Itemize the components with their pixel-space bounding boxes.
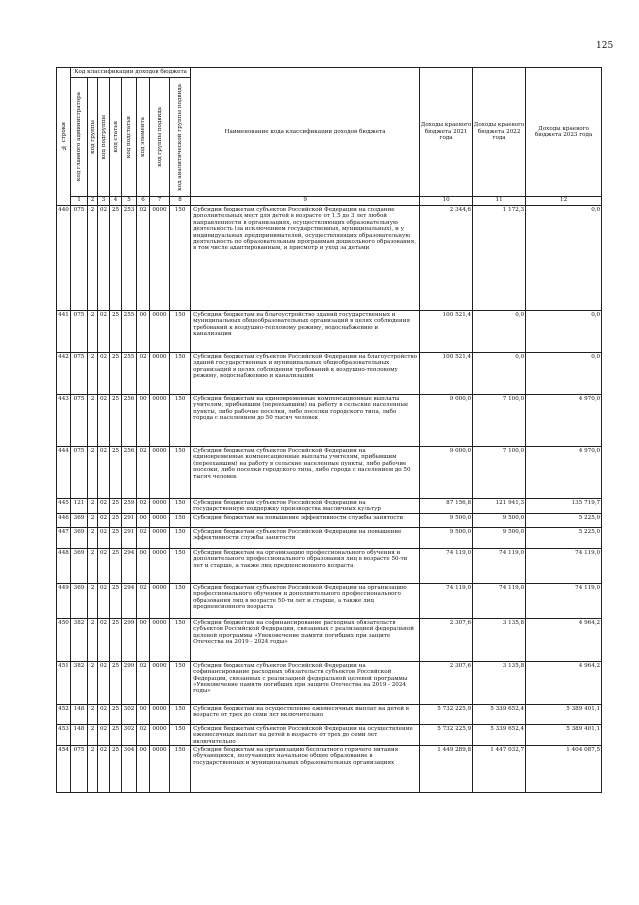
header-code-7: код группы подвида bbox=[150, 78, 170, 197]
subarticle-code: 304 bbox=[122, 746, 137, 793]
table-row bbox=[57, 746, 602, 793]
subgroup-code: 02 bbox=[98, 724, 110, 745]
income-2023: 5 225,0 bbox=[526, 527, 602, 548]
article-code: 25 bbox=[110, 206, 122, 311]
table-row bbox=[57, 618, 602, 661]
admin-code: 369 bbox=[71, 527, 88, 548]
income-2021: 1 449 289,8 bbox=[420, 746, 473, 793]
income-2021: 9 000,0 bbox=[420, 447, 473, 499]
subtype-group-code: 0000 bbox=[150, 353, 170, 395]
income-2021: 9 500,0 bbox=[420, 527, 473, 548]
column-number: 2 bbox=[88, 197, 98, 206]
table-row bbox=[57, 499, 602, 514]
table-row bbox=[57, 724, 602, 745]
group-code: 2 bbox=[88, 311, 98, 353]
header-code-8: код аналитической группы подвида bbox=[170, 78, 191, 197]
subgroup-code: 02 bbox=[98, 583, 110, 618]
element-code: 00 bbox=[137, 746, 150, 793]
article-code: 25 bbox=[110, 704, 122, 724]
income-2023: 74 119,0 bbox=[526, 548, 602, 583]
group-code: 2 bbox=[88, 353, 98, 395]
header-income-2022: Доходы краевого бюджета 2022 года bbox=[473, 68, 526, 197]
article-code: 25 bbox=[110, 746, 122, 793]
group-code: 2 bbox=[88, 513, 98, 527]
income-name: Субсидии бюджетам на организацию бесплатного горячего питания обучающихся, получающих начальное общее образование в государственных и муниципальных образовательных организациях bbox=[191, 746, 420, 793]
income-2023: 4 964,2 bbox=[526, 661, 602, 704]
article-code: 25 bbox=[110, 618, 122, 661]
group-code: 2 bbox=[88, 206, 98, 311]
group-code: 2 bbox=[88, 618, 98, 661]
admin-code: 382 bbox=[71, 618, 88, 661]
subtype-group-code: 0000 bbox=[150, 724, 170, 745]
article-code: 25 bbox=[110, 499, 122, 514]
income-name: Субсидии бюджетам на благоустройство зданий государственных и муниципальных общеобразовательных организаций в целях соблюдения требований к воздушно-тепловому режиму, водоснабжению и канализации bbox=[191, 311, 420, 353]
row-number: 440 bbox=[57, 206, 71, 311]
analytic-group-code: 150 bbox=[170, 746, 191, 793]
analytic-group-code: 150 bbox=[170, 499, 191, 514]
row-number: 446 bbox=[57, 513, 71, 527]
income-2023: 1 404 087,5 bbox=[526, 746, 602, 793]
subtype-group-code: 0000 bbox=[150, 548, 170, 583]
element-code: 02 bbox=[137, 527, 150, 548]
income-2022: 5 339 652,4 bbox=[473, 704, 526, 724]
subgroup-code: 02 bbox=[98, 661, 110, 704]
element-code: 02 bbox=[137, 499, 150, 514]
income-2021: 5 732 225,9 bbox=[420, 704, 473, 724]
income-2021: 9 500,0 bbox=[420, 513, 473, 527]
element-code: 00 bbox=[137, 395, 150, 447]
row-number: 442 bbox=[57, 353, 71, 395]
group-code: 2 bbox=[88, 724, 98, 745]
income-name: Субсидии бюджетам субъектов Российской Федерации на создание дополнительных мест для детей в возрасте от 1,5 до 3 лет любой направленности в организациях, осуществляющих образовательную деятельность (за исключением государственных, муниципальных), и у индивидуальных предпринимателей, осуществляющих образовательную деятельность по образовательным программам дошкольного образования, в том числе адаптированным, и присмотр и уход за детьми bbox=[191, 206, 420, 311]
income-name: Субсидии бюджетам субъектов Российской Федерации на софинансирование расходных обязательств субъектов Российской Федерации, связанных с реализацией федеральной целевой программы «Увековечение памяти погибших при защите Отечества на 2019 - 2024 годы» bbox=[191, 661, 420, 704]
subtype-group-code: 0000 bbox=[150, 499, 170, 514]
admin-code: 075 bbox=[71, 206, 88, 311]
table-row bbox=[57, 513, 602, 527]
header-code-2: код группы bbox=[88, 78, 98, 197]
table-row bbox=[57, 311, 602, 353]
analytic-group-code: 150 bbox=[170, 618, 191, 661]
income-2023: 4 964,2 bbox=[526, 618, 602, 661]
admin-code: 075 bbox=[71, 395, 88, 447]
income-2022: 0,0 bbox=[473, 311, 526, 353]
row-number: 443 bbox=[57, 395, 71, 447]
subgroup-code: 02 bbox=[98, 704, 110, 724]
article-code: 25 bbox=[110, 395, 122, 447]
table-row bbox=[57, 548, 602, 583]
row-number: 445 bbox=[57, 499, 71, 514]
header-code-3: код подгруппы bbox=[98, 78, 110, 197]
income-2023: 5 225,0 bbox=[526, 513, 602, 527]
subgroup-code: 02 bbox=[98, 395, 110, 447]
income-2023: 135 719,7 bbox=[526, 499, 602, 514]
table-row bbox=[57, 583, 602, 618]
subtype-group-code: 0000 bbox=[150, 746, 170, 793]
analytic-group-code: 150 bbox=[170, 661, 191, 704]
article-code: 25 bbox=[110, 724, 122, 745]
income-2021: 2 307,6 bbox=[420, 661, 473, 704]
group-code: 2 bbox=[88, 548, 98, 583]
income-name: Субсидии бюджетам на организацию профессионального обучения и дополнительного профессионального образования лиц в возрасте 50-ти лет и старше, а также лиц предпенсионного возраста bbox=[191, 548, 420, 583]
subgroup-code: 02 bbox=[98, 513, 110, 527]
analytic-group-code: 150 bbox=[170, 513, 191, 527]
header-name: Наименование кода классификации доходов бюджета bbox=[191, 68, 420, 197]
subgroup-code: 02 bbox=[98, 206, 110, 311]
income-2022: 1 447 032,7 bbox=[473, 746, 526, 793]
income-name: Субсидии бюджетам субъектов Российской Федерации на единовременные компенсационные выплаты учителям, прибывшим (переехавшим) на работу в сельские населенные пункты, либо рабочие поселки, либо поселки городского типа, либо города с населением до 50 тысяч человек bbox=[191, 447, 420, 499]
subtype-group-code: 0000 bbox=[150, 311, 170, 353]
article-code: 25 bbox=[110, 548, 122, 583]
column-number: 7 bbox=[150, 197, 170, 206]
subgroup-code: 02 bbox=[98, 353, 110, 395]
subgroup-code: 02 bbox=[98, 548, 110, 583]
subgroup-code: 02 bbox=[98, 447, 110, 499]
group-code: 2 bbox=[88, 746, 98, 793]
subarticle-code: 256 bbox=[122, 447, 137, 499]
income-2022: 7 100,0 bbox=[473, 447, 526, 499]
subtype-group-code: 0000 bbox=[150, 206, 170, 311]
subarticle-code: 291 bbox=[122, 513, 137, 527]
subtype-group-code: 0000 bbox=[150, 661, 170, 704]
column-number: 5 bbox=[122, 197, 137, 206]
analytic-group-code: 150 bbox=[170, 206, 191, 311]
table-row bbox=[57, 527, 602, 548]
table-row bbox=[57, 704, 602, 724]
page-number: 125 bbox=[596, 41, 614, 51]
article-code: 25 bbox=[110, 447, 122, 499]
element-code: 02 bbox=[137, 206, 150, 311]
income-2022: 9 500,0 bbox=[473, 527, 526, 548]
element-code: 00 bbox=[137, 704, 150, 724]
income-2023: 0,0 bbox=[526, 206, 602, 311]
row-number: 444 bbox=[57, 447, 71, 499]
subarticle-code: 299 bbox=[122, 618, 137, 661]
subarticle-code: 256 bbox=[122, 395, 137, 447]
income-name: Субсидии бюджетам субъектов Российской Федерации на организацию профессионального обучения и дополнительного профессионального образования лиц в возрасте 50-ти лет и старше, а также лиц предпенсионного возраста bbox=[191, 583, 420, 618]
element-code: 00 bbox=[137, 618, 150, 661]
subtype-group-code: 0000 bbox=[150, 704, 170, 724]
column-number: 10 bbox=[420, 197, 473, 206]
subtype-group-code: 0000 bbox=[150, 395, 170, 447]
income-2023: 0,0 bbox=[526, 353, 602, 395]
article-code: 25 bbox=[110, 513, 122, 527]
group-code: 2 bbox=[88, 447, 98, 499]
admin-code: 075 bbox=[71, 353, 88, 395]
header-income-2023: Доходы краевого бюджета 2023 года bbox=[526, 68, 602, 197]
group-code: 2 bbox=[88, 661, 98, 704]
row-number: 447 bbox=[57, 527, 71, 548]
admin-code: 148 bbox=[71, 724, 88, 745]
element-code: 02 bbox=[137, 661, 150, 704]
income-name: Субсидии бюджетам на повышение эффективности службы занятости bbox=[191, 513, 420, 527]
income-2022: 0,0 bbox=[473, 353, 526, 395]
column-number: 6 bbox=[137, 197, 150, 206]
row-number: 450 bbox=[57, 618, 71, 661]
income-name: Субсидии бюджетам на софинансирование расходных обязательств субъектов Российской Федерации, связанных с реализацией федеральной целевой программы «Увековечение памяти погибших при защите Отечества на 2019 - 2024 годы» bbox=[191, 618, 420, 661]
row-number: 449 bbox=[57, 583, 71, 618]
income-2022: 9 500,0 bbox=[473, 513, 526, 527]
article-code: 25 bbox=[110, 583, 122, 618]
row-number: 448 bbox=[57, 548, 71, 583]
income-2021: 2 307,6 bbox=[420, 618, 473, 661]
analytic-group-code: 150 bbox=[170, 704, 191, 724]
subarticle-code: 255 bbox=[122, 311, 137, 353]
table-row bbox=[57, 206, 602, 311]
subgroup-code: 02 bbox=[98, 311, 110, 353]
income-name: Субсидии бюджетам субъектов Российской Федерации на государственную поддержку производства масличных культур bbox=[191, 499, 420, 514]
income-2023: 74 119,0 bbox=[526, 583, 602, 618]
income-2021: 100 521,4 bbox=[420, 353, 473, 395]
group-code: 2 bbox=[88, 499, 98, 514]
subtype-group-code: 0000 bbox=[150, 527, 170, 548]
subgroup-code: 02 bbox=[98, 499, 110, 514]
subtype-group-code: 0000 bbox=[150, 583, 170, 618]
subarticle-code: 291 bbox=[122, 527, 137, 548]
admin-code: 382 bbox=[71, 661, 88, 704]
element-code: 02 bbox=[137, 353, 150, 395]
income-name: Субсидии бюджетам субъектов Российской Федерации на благоустройство зданий государственных и муниципальных общеобразовательных организаций в целях соблюдения требований к воздушно-тепловому режиму, водоснабжению и канализации bbox=[191, 353, 420, 395]
column-number: 1 bbox=[71, 197, 88, 206]
subarticle-code: 302 bbox=[122, 724, 137, 745]
income-2021: 87 156,8 bbox=[420, 499, 473, 514]
subgroup-code: 02 bbox=[98, 618, 110, 661]
income-2022: 1 172,3 bbox=[473, 206, 526, 311]
element-code: 02 bbox=[137, 724, 150, 745]
income-2022: 5 339 652,4 bbox=[473, 724, 526, 745]
subarticle-code: 302 bbox=[122, 704, 137, 724]
group-code: 2 bbox=[88, 583, 98, 618]
income-2023: 5 389 401,1 bbox=[526, 704, 602, 724]
element-code: 00 bbox=[137, 311, 150, 353]
table-row bbox=[57, 447, 602, 499]
column-number: 9 bbox=[191, 197, 420, 206]
analytic-group-code: 150 bbox=[170, 527, 191, 548]
income-2023: 4 970,0 bbox=[526, 395, 602, 447]
row-number: 451 bbox=[57, 661, 71, 704]
admin-code: 075 bbox=[71, 311, 88, 353]
income-name: Субсидии бюджетам субъектов Российской Федерации на осуществление ежемесячных выплат на детей в возрасте от трех до семи лет включительно bbox=[191, 724, 420, 745]
income-2021: 2 344,6 bbox=[420, 206, 473, 311]
income-2023: 0,0 bbox=[526, 311, 602, 353]
income-2023: 4 970,0 bbox=[526, 447, 602, 499]
income-2022: 74 119,0 bbox=[473, 583, 526, 618]
income-2021: 5 732 225,9 bbox=[420, 724, 473, 745]
row-number: 453 bbox=[57, 724, 71, 745]
header-classification-group: Код классификации доходов бюджета bbox=[71, 68, 191, 78]
table-row bbox=[57, 395, 602, 447]
column-number: 3 bbox=[98, 197, 110, 206]
subgroup-code: 02 bbox=[98, 746, 110, 793]
element-code: 02 bbox=[137, 447, 150, 499]
subtype-group-code: 0000 bbox=[150, 513, 170, 527]
group-code: 2 bbox=[88, 395, 98, 447]
element-code: 00 bbox=[137, 548, 150, 583]
subtype-group-code: 0000 bbox=[150, 618, 170, 661]
row-number: 454 bbox=[57, 746, 71, 793]
analytic-group-code: 150 bbox=[170, 724, 191, 745]
column-number: 4 bbox=[110, 197, 122, 206]
column-number: 8 bbox=[170, 197, 191, 206]
income-name: Субсидии бюджетам на единовременные компенсационные выплаты учителям, прибывшим (переехавшим) на работу в сельские населенные пункты, либо рабочие поселки, либо поселки городского типа, либо города с населением до 50 тысяч человек bbox=[191, 395, 420, 447]
header-code-1: код главного администратора bbox=[71, 78, 88, 197]
header-code-4: код статьи bbox=[110, 78, 122, 197]
element-code: 00 bbox=[137, 513, 150, 527]
admin-code: 121 bbox=[71, 499, 88, 514]
income-2021: 100 521,4 bbox=[420, 311, 473, 353]
subarticle-code: 259 bbox=[122, 499, 137, 514]
income-2023: 5 389 401,1 bbox=[526, 724, 602, 745]
income-2022: 7 100,0 bbox=[473, 395, 526, 447]
admin-code: 075 bbox=[71, 447, 88, 499]
income-2021: 74 119,0 bbox=[420, 583, 473, 618]
table-row bbox=[57, 353, 602, 395]
analytic-group-code: 150 bbox=[170, 353, 191, 395]
table-row bbox=[57, 661, 602, 704]
column-number: 11 bbox=[473, 197, 526, 206]
subarticle-code: 299 bbox=[122, 661, 137, 704]
subarticle-code: 255 bbox=[122, 353, 137, 395]
header-code-6: код элемента bbox=[137, 78, 150, 197]
group-code: 2 bbox=[88, 704, 98, 724]
analytic-group-code: 150 bbox=[170, 311, 191, 353]
article-code: 25 bbox=[110, 353, 122, 395]
header-row-no: № строки bbox=[57, 68, 71, 206]
analytic-group-code: 150 bbox=[170, 395, 191, 447]
income-name: Субсидии бюджетам субъектов Российской Федерации на повышение эффективности службы занятости bbox=[191, 527, 420, 548]
admin-code: 369 bbox=[71, 513, 88, 527]
column-number: 12 bbox=[526, 197, 602, 206]
income-2022: 121 941,3 bbox=[473, 499, 526, 514]
income-2022: 3 135,8 bbox=[473, 661, 526, 704]
subarticle-code: 253 bbox=[122, 206, 137, 311]
element-code: 02 bbox=[137, 583, 150, 618]
subarticle-code: 294 bbox=[122, 583, 137, 618]
header-income-2021: Доходы краевого бюджета 2021 года bbox=[420, 68, 473, 197]
income-2022: 74 119,0 bbox=[473, 548, 526, 583]
row-number: 452 bbox=[57, 704, 71, 724]
income-2021: 74 119,0 bbox=[420, 548, 473, 583]
article-code: 25 bbox=[110, 661, 122, 704]
subtype-group-code: 0000 bbox=[150, 447, 170, 499]
analytic-group-code: 150 bbox=[170, 548, 191, 583]
income-2021: 9 000,0 bbox=[420, 395, 473, 447]
analytic-group-code: 150 bbox=[170, 583, 191, 618]
article-code: 25 bbox=[110, 527, 122, 548]
row-number: 441 bbox=[57, 311, 71, 353]
header-code-5: код подстатьи bbox=[122, 78, 137, 197]
income-2022: 3 135,8 bbox=[473, 618, 526, 661]
subgroup-code: 02 bbox=[98, 527, 110, 548]
admin-code: 148 bbox=[71, 704, 88, 724]
article-code: 25 bbox=[110, 311, 122, 353]
group-code: 2 bbox=[88, 527, 98, 548]
budget-table bbox=[56, 67, 602, 793]
admin-code: 369 bbox=[71, 548, 88, 583]
income-name: Субсидии бюджетам на осуществление ежемесячных выплат на детей в возрасте от трех до семи лет включительно bbox=[191, 704, 420, 724]
analytic-group-code: 150 bbox=[170, 447, 191, 499]
admin-code: 369 bbox=[71, 583, 88, 618]
subarticle-code: 294 bbox=[122, 548, 137, 583]
admin-code: 075 bbox=[71, 746, 88, 793]
